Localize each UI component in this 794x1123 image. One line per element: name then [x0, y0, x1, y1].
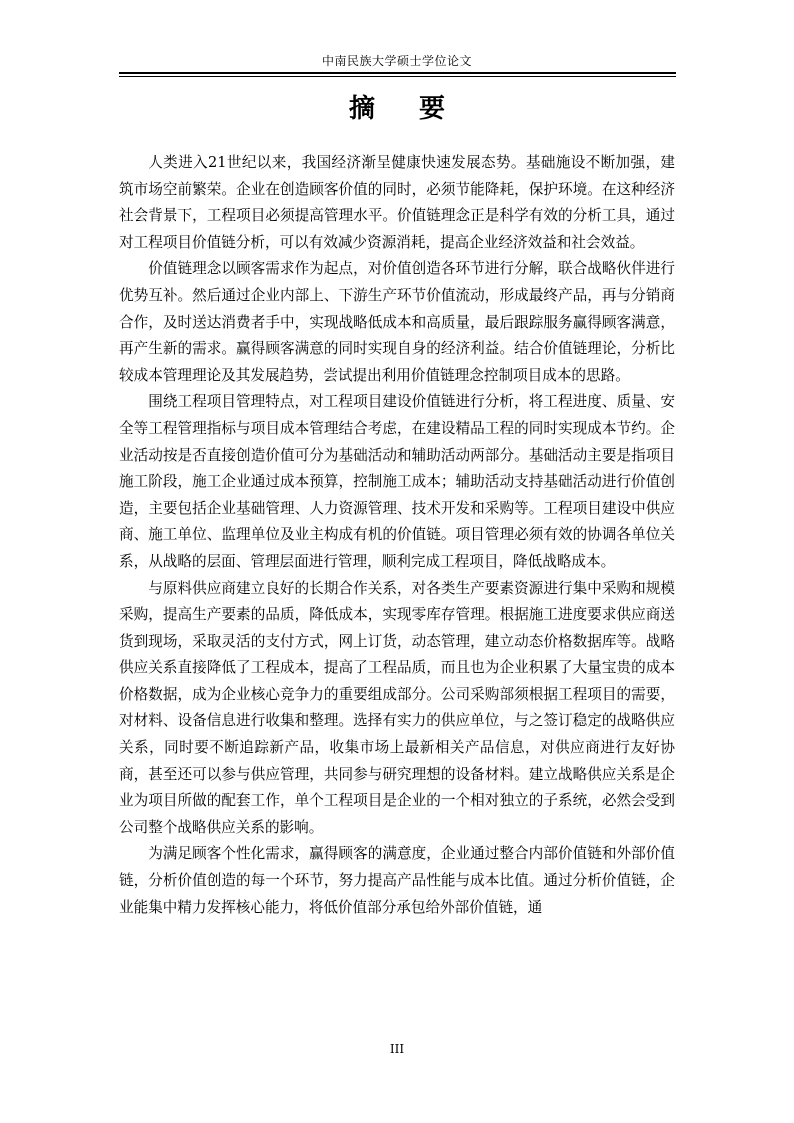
header-rule-thin — [119, 76, 676, 77]
abstract-paragraph-4: 与原料供应商建立良好的长期合作关系，对各类生产要素资源进行集中采购和规模采购，提高生产要素的品质，降低成本，实现零库存管理。根据施工进度要求供应商送货到现场，采取灵活的支付方式，网上订货，动态管理，建立动态价格数据库等。战略供应关系直接降低了工程成本，提高了工程品质，而且也为企业积累了大量宝贵的成本价格数据，成为企业核心竞争力的重要组成部分。公司采购部须根据工程项目的需要，对材料、设备信息进行收集和整理。选择有实力的供应单位，与之签订稳定的战略供应关系，同时要不断追踪新产品，收集市场上最新相关产品信息，对供应商进行友好协商，甚至还可以参与供应管理，共同参与研究理想的设备材料。建立战略供应关系是企业为项目所做的配套工作，单个工程项目是企业的一个相对独立的子系统，必然会受到公司整个战略供应关系的影响。 — [119, 579, 675, 836]
abstract-paragraph-5: 为满足顾客个性化需求，赢得顾客的满意度，企业通过整合内部价值链和外部价值链，分析价值创造的每一个环节，努力提高产品性能与成本比值。通过分析价值链，企业能集中精力发挥核心能力，将低价值部分承包给外部价值链，通 — [119, 845, 675, 916]
abstract-paragraph-1: 人类进入21世纪以来，我国经济渐呈健康快速发展态势。基础施设不断加强，建筑市场空前繁荣。企业在创造顾客价值的同时，必须节能降耗，保护环境。在这种经济社会背景下，工程项目必须提高管理水平。价值链理念正是科学有效的分析工具，通过对工程项目价值链分析，可以有效减少资源消耗，提高企业经济效益和社会效益。 — [119, 154, 675, 251]
abstract-paragraph-3: 围绕工程项目管理特点，对工程项目建设价值链进行分析，将工程进度、质量、安全等工程管理指标与项目成本管理结合考虑，在建设精品工程的同时实现成本节约。企业活动按是否直接创造价值可分为基础活动和辅助活动两部分。基础活动主要是指项目施工阶段，施工企业通过成本预算，控制施工成本；辅助活动支持基础活动进行价值创造，主要包括企业基础管理、人力资源管理、技术开发和采购等。工程项目建设中供应商、施工单位、监理单位及业主构成有机的价值链。项目管理必须有效的协调各单位关系，从战略的层面、管理层面进行管理，顺利完成工程项目，降低战略成本。 — [119, 393, 675, 570]
page-number: III — [389, 1042, 405, 1056]
abstract-title: 摘要 — [348, 94, 489, 124]
abstract-paragraph-2: 价值链理念以顾客需求作为起点，对价值创造各环节进行分解，联合战略伙伴进行优势互补。然后通过企业内部上、下游生产环节价值流动，形成最终产品，再与分销商合作，及时送达消费者手中，实现战略低成本和高质量，最后跟踪服务赢得顾客满意，再产生新的需求。赢得顾客满意的同时实现自身的经济利益。结合价值链理论，分析比较成本管理理论及其发展趋势，尝试提出利用价值链理念控制项目成本的思路。 — [119, 260, 675, 384]
abstract-body — [119, 150, 675, 921]
running-header: 中南民族大学硕士学位论文 — [321, 54, 472, 68]
header-rule-thick — [119, 72, 676, 74]
